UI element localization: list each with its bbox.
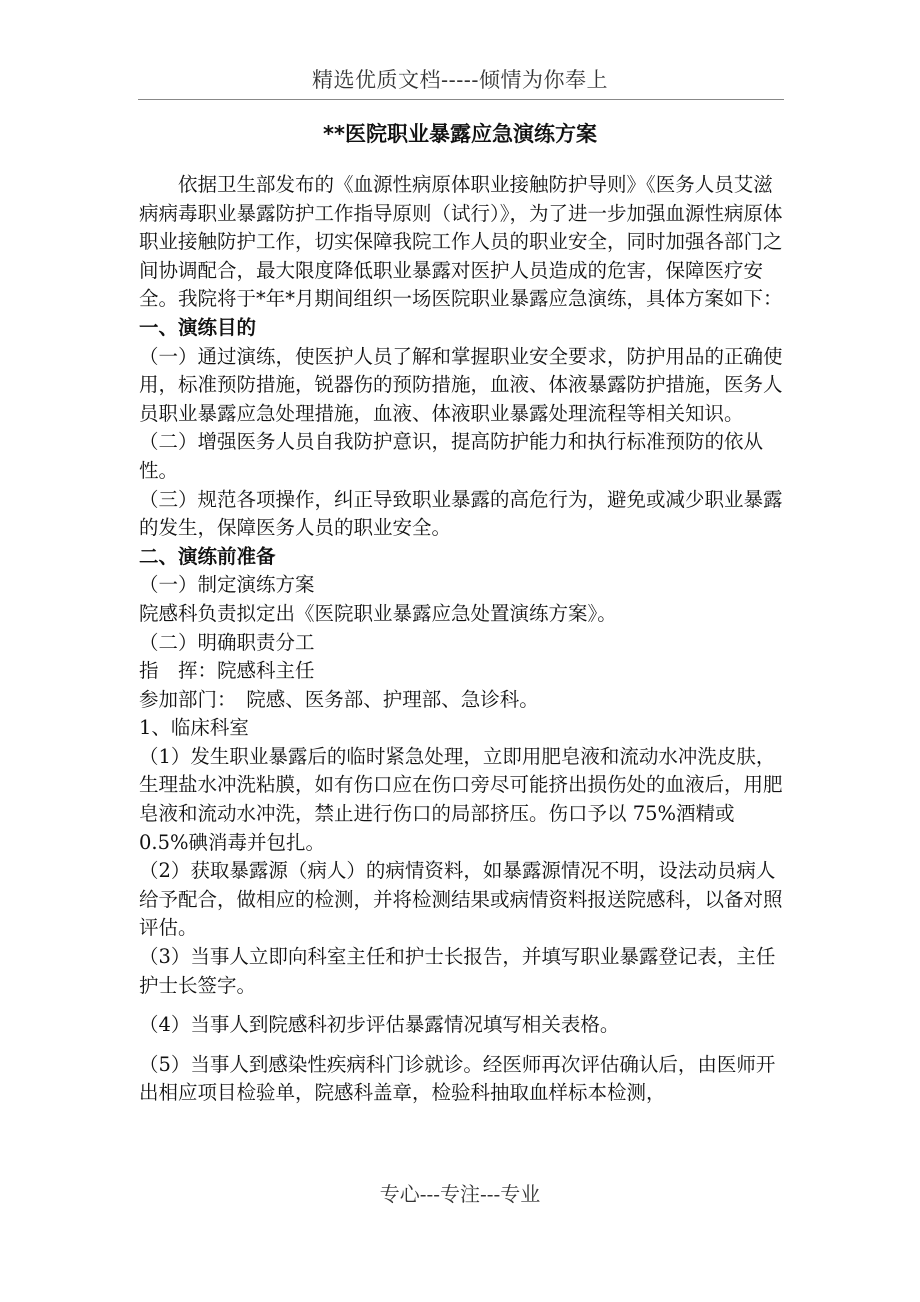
purpose-item-2: （二）增强医务人员自我防护意识，提高防护能力和执行标准预防的依从性。 xyxy=(139,430,764,482)
page-header: 精选优质文档-----倾情为你奉上 xyxy=(312,68,608,92)
plan-text: 院感科负责拟定出《医院职业暴露应急处置演练方案》。 xyxy=(139,601,617,625)
step-1: （1）发生职业暴露后的临时紧急处理，立即用肥皂液和流动水冲洗皮肤，生理盐水冲洗粘膜，如有伤口应在伤口旁尽可能挤出损伤处的血液后，用肥皂液和流动水冲洗，禁止进行伤口的局部挤压。伤口予以 75%酒精或 0.5%碘消毒并包扎。 xyxy=(139,744,783,854)
clinical-dept-heading: 1、临床科室 xyxy=(139,716,249,740)
purpose-item-1: （一）通过演练，使医护人员了解和掌握职业安全要求，防护用品的正确使用，标准预防措施，锐器伤的预防措施，血液、体液暴露防护措施，医务人员职业暴露应急处理措施，血液、体液职业暴露处理流程等相关知识。 xyxy=(139,344,783,425)
section-heading-purpose: 一、演练目的 xyxy=(139,315,257,339)
page-footer: 专心---专注---专业 xyxy=(379,1182,541,1206)
departments-line: 参加部门： 院感、医务部、护理部、急诊科。 xyxy=(139,687,539,711)
step-5: （5）当事人到感染性疾病科门诊就诊。经医师再次评估确认后，由医师开出相应项目检验单，院感科盖章，检验科抽取血样标本检测， xyxy=(139,1052,776,1105)
intro-paragraph: 依据卫生部发布的《血源性病原体职业接触防护导则》《医务人员艾滋病病毒职业暴露防护工作指导原则（试行）》，为了进一步加强血源性病原体职业接触防护工作，切实保障我院工作人员的职业安全，同时加强各部门之间协调配合，最大限度降低职业暴露对医护人员造成的危害，保障医疗安全。我院将于*年*月期间组织一场医院职业暴露应急演练，具体方案如下： xyxy=(139,173,783,311)
purpose-item-3: （三）规范各项操作，纠正导致职业暴露的高危行为，避免或减少职业暴露的发生，保障医务人员的职业安全。 xyxy=(139,487,783,540)
section-heading-preparation: 二、演练前准备 xyxy=(139,544,276,568)
subheading-roles: （二）明确职责分工 xyxy=(139,630,315,654)
header-divider xyxy=(138,99,784,100)
subheading-plan: （一）制定演练方案 xyxy=(139,573,315,597)
document-body xyxy=(139,171,787,1108)
step-2: （2）获取暴露源（病人）的病情资料，如暴露源情况不明，设法动员病人给予配合，做相应的检测，并将检测结果或病情资料报送院感科，以备对照评估。 xyxy=(139,859,783,940)
step-4: （4）当事人到院感科初步评估暴露情况填写相关表格。 xyxy=(139,1013,620,1037)
document-title: **医院职业暴露应急演练方案 xyxy=(323,122,597,146)
step-3: （3）当事人立即向科室主任和护士长报告，并填写职业暴露登记表，主任护士长签字。 xyxy=(139,945,776,997)
commander-line: 指 挥：院感科主任 xyxy=(139,659,315,683)
